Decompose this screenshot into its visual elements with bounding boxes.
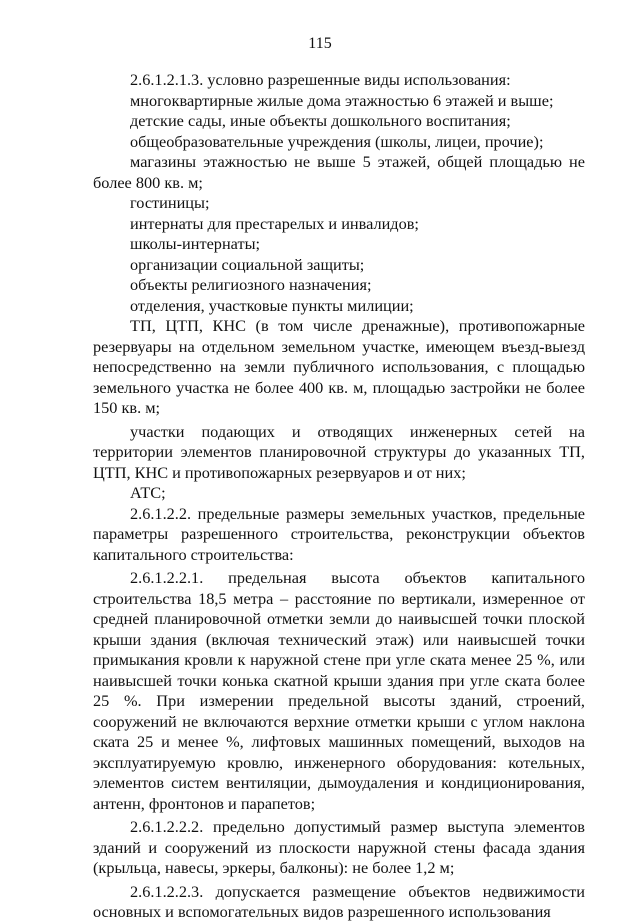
list-item-kindergartens: детские сады, иные объекты дошкольного воспитания; — [130, 111, 511, 130]
paragraph-limit-sizes: 2.6.1.2.2. предельные размеры земельных участков, предельные параметры разрешенного строительства, реконструкции объектов капитального строительства: — [93, 503, 585, 564]
page-number: 115 — [308, 35, 332, 52]
list-item-hotels: гостиницы; — [130, 193, 210, 212]
list-item-nursing-homes: интернаты для престарелых и инвалидов; — [130, 213, 419, 233]
list-item-social-protection: организации социальной защиты; — [130, 254, 365, 274]
paragraph-max-projection: 2.6.1.2.2.2. предельно допустимый размер выступа элементов зданий и сооружений из плоскости наружной стены фасада здания (крыльца, навесы, эркеры, балконы): не более 1,2 м; — [93, 817, 585, 877]
list-item-shops: магазины этажностью не выше 5 этажей, общей площадью не более 800 кв. м; — [93, 152, 585, 192]
paragraph-conditional-uses-heading: 2.6.1.2.1.3. условно разрешенные виды использования: — [130, 70, 511, 89]
paragraph-placement-allowed: 2.6.1.2.2.3. допускается размещение объектов недвижимости основных и вспомогательных видов разрешенного использования — [93, 881, 585, 921]
list-item-substations: ТП, ЦТП, КНС (в том числе дренажные), противопожарные резервуары на отдельном земельном участке, имеющем въезд-выезд непосредственно на земли публичного использования, с площадью земельного участка не более 400 кв. м, площадью застройки не более 150 кв. м; — [93, 316, 585, 417]
list-item-engineering-networks: участки подающих и отводящих инженерных сетей на территории элементов планировочной структуры до указанных ТП, ЦТП, КНС и противопожарных резервуаров и от них; — [93, 421, 585, 482]
list-item-schools: общеобразовательные учреждения (школы, лицеи, прочие); — [130, 131, 544, 151]
list-item-religious-objects: объекты религиозного назначения; — [130, 275, 372, 294]
list-item-apartment-buildings: многоквартирные жилые дома этажностью 6 этажей и выше; — [130, 90, 554, 110]
paragraph-max-height: 2.6.1.2.2.1. предельная высота объектов капитального строительства 18,5 метра – расстояние по вертикали, измеренное от средней планировочной отметки земли до наивысшей точки плоской крыши здания (включая технический этаж) или наивысшей точки примыкания кровли к наружной стене при угле ската менее 25 %, или наивысшей точки конька скатной крыши здания при угле ската более 25 %. При измерении предельной высоты зданий, строений, сооружений не включаются верхние отметки крыши с углом наклона ската 25 и менее %, лифтовых машинных помещений, выходов на эксплуатируемую кровлю, инженерного оборудования: котельных, элементов систем вентиляции, дымоудаления и кондиционирования, антенн, фронтонов и парапетов; — [93, 568, 585, 813]
list-item-telephone-exchange: АТС; — [130, 483, 166, 502]
list-item-boarding-schools: школы-интернаты; — [130, 234, 261, 253]
document-body — [93, 70, 585, 923]
list-item-police-stations: отделения, участковые пункты милиции; — [130, 295, 414, 315]
